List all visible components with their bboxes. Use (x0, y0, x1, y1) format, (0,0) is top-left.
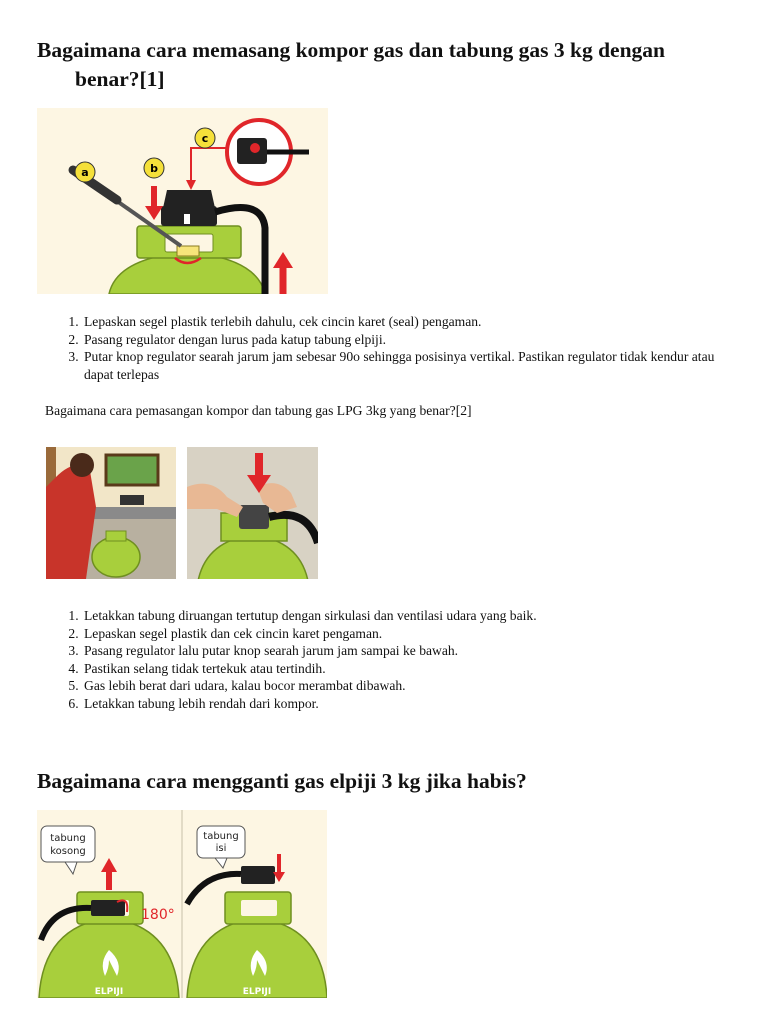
section1-steps (45, 313, 732, 383)
brand-logo-left: ELPIJI (94, 987, 124, 997)
list-item: 2. Lepaskan segel plastik dan cek cincin karet pengaman. (82, 625, 732, 643)
list-item: 6. Letakkan tabung lebih rendah dari kompor. (82, 695, 732, 713)
list-item: 1. Letakkan tabung diruangan tertutup dengan sirkulasi dan ventilasi udara yang baik. (82, 607, 732, 625)
left-bubble-line1: tabung (50, 833, 86, 844)
figure-label-b: b (150, 162, 158, 175)
regulator-install-figure (37, 108, 328, 294)
section2-steps (45, 607, 732, 713)
right-bubble-line2: isi (215, 843, 227, 854)
carry-tank-figure (46, 447, 176, 579)
hands-regulator-figure (187, 447, 318, 579)
section2-question: Bagaimana cara pemasangan kompor dan tabung gas LPG 3kg yang benar?[2] (45, 403, 472, 418)
section1-title-line1: Bagaimana cara memasang kompor gas dan tabung gas 3 kg dengan (37, 38, 665, 62)
section1-title (37, 36, 665, 94)
rotation-label: 180° (141, 907, 175, 923)
figure-label-c: c (201, 132, 209, 145)
list-item: 4. Pastikan selang tidak tertekuk atau tertindih. (82, 660, 732, 678)
list-item: 3. Pasang regulator lalu putar knop searah jarum jam sampai ke bawah. (82, 642, 732, 660)
left-bubble-line2: kosong (50, 846, 86, 857)
right-bubble-line1: tabung (203, 831, 239, 842)
figure-label-a: a (81, 166, 89, 179)
section3-title: Bagaimana cara mengganti gas elpiji 3 kg jika habis? (37, 769, 527, 793)
replace-tank-figure (37, 810, 327, 998)
list-item: 2. Pasang regulator dengan lurus pada katup tabung elpiji. (82, 331, 732, 349)
section1-title-line2: benar?[1] (75, 67, 165, 91)
brand-logo-right: ELPIJI (242, 987, 272, 997)
list-item: 3. Putar knop regulator searah jarum jam sebesar 90o sehingga posisinya vertikal. Pastikan regulator tidak kendur atau dapat terlepas (82, 348, 732, 383)
list-item: 5. Gas lebih berat dari udara, kalau bocor merambat dibawah. (82, 677, 732, 695)
list-item: 1. Lepaskan segel plastik terlebih dahulu, cek cincin karet (seal) pengaman. (82, 313, 732, 331)
